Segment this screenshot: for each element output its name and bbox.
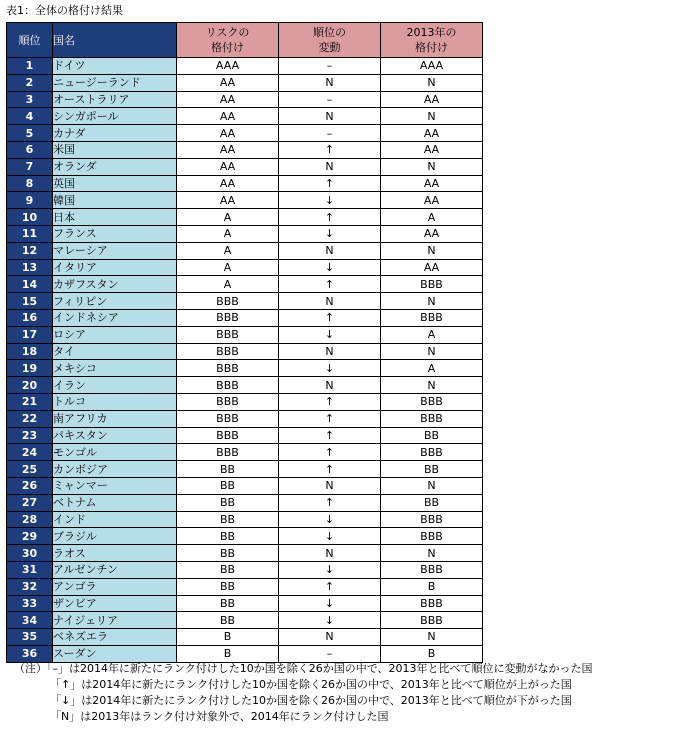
cell-2013-rating: N [381,477,483,494]
cell-risk-rating: BBB [177,377,279,394]
table-row [7,108,483,125]
cell-country: インド [53,511,177,528]
table-row [7,309,483,326]
cell-risk-rating: BB [177,494,279,511]
header-country: 国名 [53,23,177,58]
cell-country: カナダ [53,125,177,142]
table-caption: 表1：全体の格付け結果 [6,4,123,17]
header-rank: 順位 [7,23,53,58]
cell-risk-rating: A [177,259,279,276]
cell-risk-rating: B [177,645,279,662]
cell-rank-change: ↑ [279,309,381,326]
cell-rank: 10 [7,209,53,226]
cell-rank-change: ↑ [279,209,381,226]
table-row [7,343,483,360]
cell-2013-rating: BBB [381,276,483,293]
cell-risk-rating: BB [177,561,279,578]
cell-country: インドネシア [53,309,177,326]
cell-risk-rating: BBB [177,444,279,461]
table-row [7,477,483,494]
table-row [7,595,483,612]
cell-risk-rating: BBB [177,393,279,410]
cell-rank-change: ↓ [279,528,381,545]
cell-rank: 26 [7,477,53,494]
table-row [7,427,483,444]
table-row [7,125,483,142]
cell-2013-rating: A [381,360,483,377]
cell-country: 南アフリカ [53,410,177,427]
cell-rank: 6 [7,141,53,158]
table-row [7,645,483,662]
table-row [7,528,483,545]
cell-rank-change: ↑ [279,444,381,461]
cell-rank: 3 [7,91,53,108]
cell-country: ラオス [53,545,177,562]
cell-risk-rating: BB [177,461,279,478]
cell-risk-rating: BB [177,595,279,612]
cell-rank-change: – [279,125,381,142]
cell-2013-rating: N [381,343,483,360]
cell-risk-rating: BBB [177,410,279,427]
cell-risk-rating: AA [177,141,279,158]
cell-2013-rating: N [381,242,483,259]
cell-rank: 7 [7,158,53,175]
cell-rank: 30 [7,545,53,562]
table-row [7,393,483,410]
cell-2013-rating: BB [381,461,483,478]
cell-rank: 14 [7,276,53,293]
table-row [7,259,483,276]
cell-country: 韓国 [53,192,177,209]
cell-country: タイ [53,343,177,360]
table-row [7,444,483,461]
table-row [7,293,483,310]
table-row [7,612,483,629]
cell-rank-change: N [279,477,381,494]
header-2013-rating [381,23,483,58]
cell-country: モンゴル [53,444,177,461]
cell-rank-change: – [279,645,381,662]
cell-country: フィリピン [53,293,177,310]
cell-2013-rating: AAA [381,58,483,75]
cell-risk-rating: A [177,276,279,293]
footnotes [14,661,593,725]
table-row [7,74,483,91]
cell-risk-rating: BB [177,612,279,629]
cell-rank: 21 [7,393,53,410]
cell-rank-change: N [279,74,381,91]
table-row [7,461,483,478]
table-row [7,377,483,394]
cell-rank-change: ↓ [279,595,381,612]
cell-2013-rating: N [381,74,483,91]
cell-rank-change: ↑ [279,461,381,478]
cell-country: イタリア [53,259,177,276]
cell-rank: 5 [7,125,53,142]
cell-rank: 12 [7,242,53,259]
cell-risk-rating: BBB [177,427,279,444]
cell-rank-change: N [279,545,381,562]
cell-rank: 16 [7,309,53,326]
cell-2013-rating: BBB [381,561,483,578]
table-row [7,58,483,75]
cell-rank: 17 [7,326,53,343]
cell-rank: 15 [7,293,53,310]
header-risk-rating-line2: 格付け [211,41,244,54]
table-body [7,58,483,663]
cell-risk-rating: BBB [177,326,279,343]
table-row [7,276,483,293]
cell-country: アンゴラ [53,578,177,595]
cell-country: ニュージーランド [53,74,177,91]
cell-2013-rating: AA [381,175,483,192]
cell-risk-rating: B [177,629,279,646]
cell-risk-rating: BBB [177,309,279,326]
table-row [7,360,483,377]
cell-country: ベネズエラ [53,629,177,646]
cell-2013-rating: BBB [381,528,483,545]
cell-risk-rating: AA [177,125,279,142]
cell-risk-rating: AA [177,108,279,125]
cell-rank: 11 [7,225,53,242]
table-row [7,91,483,108]
cell-rank-change: ↓ [279,561,381,578]
cell-rank-change: N [279,293,381,310]
cell-2013-rating: N [381,629,483,646]
cell-rank: 13 [7,259,53,276]
cell-2013-rating: BBB [381,309,483,326]
cell-rank: 19 [7,360,53,377]
table-row [7,410,483,427]
cell-rank: 18 [7,343,53,360]
cell-2013-rating: N [381,108,483,125]
cell-rank-change: ↑ [279,427,381,444]
cell-country: オーストラリア [53,91,177,108]
cell-risk-rating: AA [177,175,279,192]
cell-risk-rating: AA [177,91,279,108]
cell-2013-rating: BBB [381,612,483,629]
cell-country: ベトナム [53,494,177,511]
table-row [7,209,483,226]
header-2013-rating-line1: 2013年の [406,26,457,39]
cell-rank-change: ↓ [279,326,381,343]
table-row [7,192,483,209]
cell-risk-rating: BBB [177,293,279,310]
cell-rank: 2 [7,74,53,91]
cell-2013-rating: AA [381,192,483,209]
cell-country: カンボジア [53,461,177,478]
cell-country: アルゼンチン [53,561,177,578]
cell-rank-change: ↑ [279,393,381,410]
cell-2013-rating: N [381,545,483,562]
cell-rank-change: ↓ [279,259,381,276]
cell-risk-rating: BB [177,511,279,528]
cell-risk-rating: A [177,209,279,226]
table-row [7,326,483,343]
cell-risk-rating: AA [177,192,279,209]
table-row [7,545,483,562]
cell-rank-change: ↑ [279,276,381,293]
table-row [7,141,483,158]
footnote-up: 「↑」は2014年に新たにランク付けした10か国を除く26か国の中で、2013年と比べて順位が上がった国 [50,678,572,691]
cell-rank-change: ↓ [279,360,381,377]
cell-rank-change: ↓ [279,612,381,629]
cell-rank-change: N [279,158,381,175]
cell-2013-rating: N [381,293,483,310]
cell-country: スーダン [53,645,177,662]
cell-rank-change: N [279,108,381,125]
header-rank-change-line1: 順位の [313,26,346,39]
cell-2013-rating: N [381,158,483,175]
cell-country: トルコ [53,393,177,410]
cell-2013-rating: BB [381,427,483,444]
cell-risk-rating: BB [177,528,279,545]
cell-rank: 22 [7,410,53,427]
cell-rank: 35 [7,629,53,646]
header-rank-change-line2: 変動 [318,41,341,54]
cell-rank-change: N [279,629,381,646]
cell-country: ブラジル [53,528,177,545]
cell-country: ロシア [53,326,177,343]
footnote-down: 「↓」は2014年に新たにランク付けした10か国を除く26か国の中で、2013年と比べて順位が下がった国 [50,694,572,707]
cell-country: カザフスタン [53,276,177,293]
table-row [7,225,483,242]
table-row [7,175,483,192]
cell-rank: 33 [7,595,53,612]
cell-rank: 1 [7,58,53,75]
cell-risk-rating: BB [177,545,279,562]
cell-country: シンガポール [53,108,177,125]
cell-2013-rating: AA [381,125,483,142]
table-row [7,578,483,595]
cell-rank: 8 [7,175,53,192]
cell-rank: 4 [7,108,53,125]
cell-rank-change: ↓ [279,225,381,242]
cell-rank: 36 [7,645,53,662]
cell-2013-rating: AA [381,91,483,108]
cell-country: 日本 [53,209,177,226]
cell-2013-rating: B [381,645,483,662]
rating-table [6,22,483,663]
cell-rank: 20 [7,377,53,394]
cell-rank-change: – [279,58,381,75]
cell-rank-change: ↑ [279,175,381,192]
cell-rank-change: ↑ [279,410,381,427]
cell-rank: 23 [7,427,53,444]
cell-country: 英国 [53,175,177,192]
cell-risk-rating: A [177,242,279,259]
cell-rank-change: ↑ [279,494,381,511]
cell-rank: 29 [7,528,53,545]
cell-rank: 9 [7,192,53,209]
cell-country: 米国 [53,141,177,158]
cell-2013-rating: BB [381,494,483,511]
cell-rank-change: N [279,343,381,360]
header-rank-change [279,23,381,58]
cell-2013-rating: N [381,377,483,394]
cell-country: オランダ [53,158,177,175]
cell-risk-rating: AAA [177,58,279,75]
cell-rank: 34 [7,612,53,629]
cell-risk-rating: A [177,225,279,242]
table-header-row [7,23,483,58]
cell-2013-rating: BBB [381,595,483,612]
cell-rank-change: ↑ [279,141,381,158]
table-row [7,561,483,578]
cell-rank: 31 [7,561,53,578]
table-row [7,242,483,259]
cell-rank: 25 [7,461,53,478]
header-risk-rating-line1: リスクの [205,26,250,39]
footnote-new: 「N」は2013年はランク付け対象外で、2014年にランク付けした国 [50,710,389,723]
cell-rank-change: N [279,377,381,394]
header-2013-rating-line2: 格付け [415,41,448,54]
cell-country: マレーシア [53,242,177,259]
cell-country: ドイツ [53,58,177,75]
footnote-unchanged: （注）「–」は2014年に新たにランク付けした10か国を除く26か国の中で、2013年と比べて順位に変動がなかった国 [14,662,593,675]
cell-2013-rating: BBB [381,410,483,427]
cell-2013-rating: B [381,578,483,595]
table-row [7,629,483,646]
cell-2013-rating: AA [381,225,483,242]
cell-risk-rating: BBB [177,343,279,360]
cell-risk-rating: BB [177,578,279,595]
cell-country: ミャンマー [53,477,177,494]
cell-country: イラン [53,377,177,394]
cell-risk-rating: BBB [177,360,279,377]
cell-2013-rating: BBB [381,393,483,410]
cell-risk-rating: AA [177,74,279,91]
cell-risk-rating: BB [177,477,279,494]
cell-rank: 32 [7,578,53,595]
cell-rank-change: ↓ [279,192,381,209]
table-row [7,158,483,175]
cell-2013-rating: BBB [381,444,483,461]
cell-2013-rating: A [381,326,483,343]
cell-country: パキスタン [53,427,177,444]
cell-risk-rating: AA [177,158,279,175]
cell-rank-change: ↑ [279,578,381,595]
header-risk-rating [177,23,279,58]
cell-country: メキシコ [53,360,177,377]
cell-rank: 28 [7,511,53,528]
cell-rank-change: ↓ [279,511,381,528]
cell-2013-rating: BBB [381,511,483,528]
table-row [7,511,483,528]
cell-2013-rating: AA [381,141,483,158]
cell-country: ナイジェリア [53,612,177,629]
cell-2013-rating: AA [381,259,483,276]
cell-2013-rating: A [381,209,483,226]
table-row [7,494,483,511]
cell-rank: 24 [7,444,53,461]
cell-rank-change: N [279,242,381,259]
cell-rank-change: – [279,91,381,108]
cell-rank: 27 [7,494,53,511]
cell-country: フランス [53,225,177,242]
cell-country: ザンビア [53,595,177,612]
